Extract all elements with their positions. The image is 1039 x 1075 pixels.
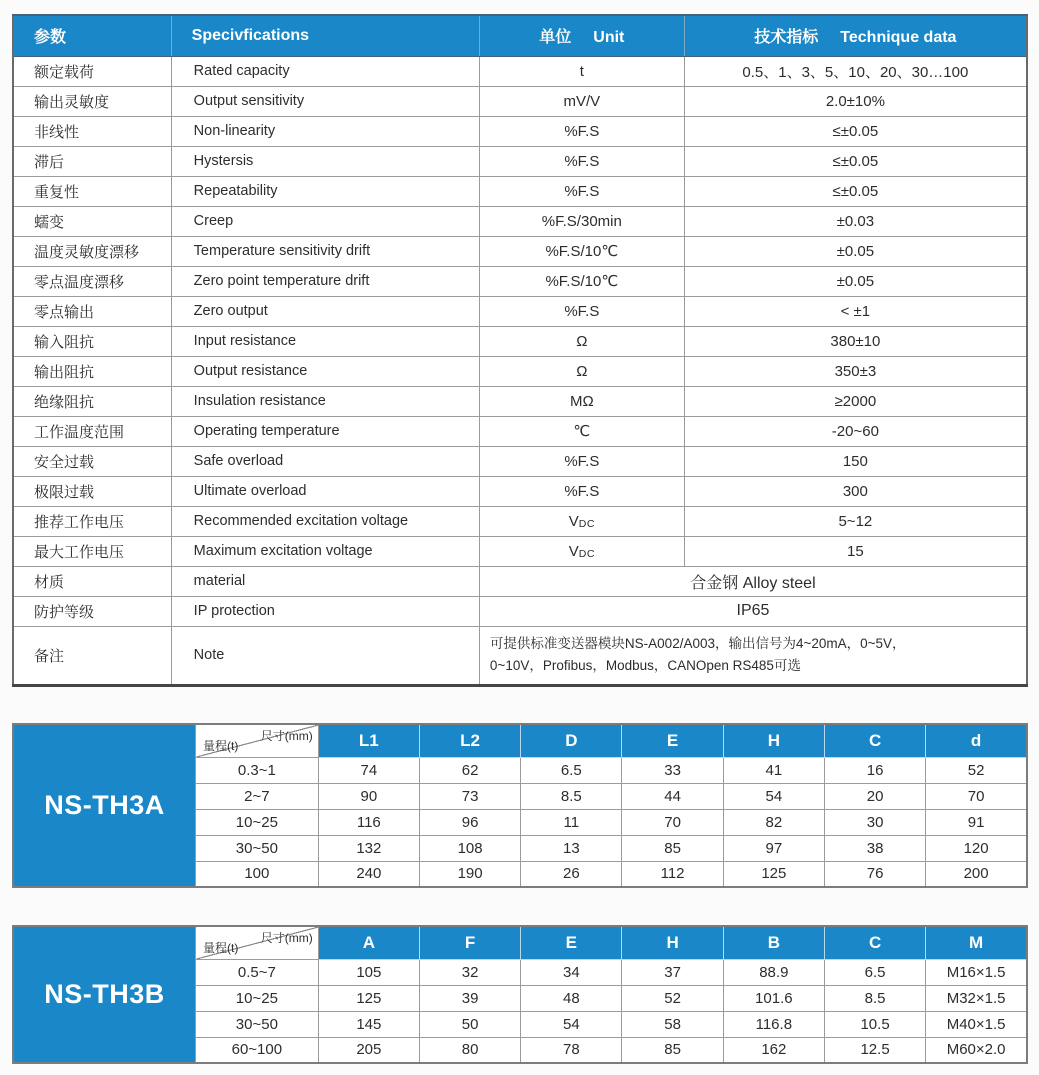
spec-row (13, 626, 1027, 685)
dim-cell-value: 76 (824, 861, 925, 887)
dim-cell-range: 10~25 (196, 809, 319, 835)
spec-row (13, 206, 1027, 236)
dim-cell-value: 96 (419, 809, 520, 835)
dim-cell-value: 108 (419, 835, 520, 861)
dim-column-header-l1: L1 (318, 724, 419, 757)
spec-cell-param: 输入阻抗 (13, 326, 171, 356)
spec-cell-unit: MΩ (479, 386, 684, 416)
spec-cell-param: 非线性 (13, 116, 171, 146)
spec-row (13, 116, 1027, 146)
dim-cell-value: 10.5 (824, 1011, 925, 1037)
spec-cell-param: 零点输出 (13, 296, 171, 326)
spec-header-technique-data (684, 15, 1027, 56)
dim-column-header-m: M (926, 926, 1027, 959)
spec-header-tech-zh: 技术指标 (754, 29, 819, 47)
spec-cell-spec: Safe overload (171, 446, 479, 476)
dim-cell-value: 97 (723, 835, 824, 861)
spec-cell-spec: Repeatability (171, 176, 479, 206)
spec-cell-unit: Ω (479, 326, 684, 356)
spec-cell-spec: Operating temperature (171, 416, 479, 446)
spec-header-param: 参数 (13, 15, 171, 56)
dim-model-label-ns-th3a: NS-TH3A (13, 724, 196, 887)
dim-cell-value: 70 (926, 783, 1027, 809)
dim-cell-value: 112 (622, 861, 723, 887)
dim-cell-value: 38 (824, 835, 925, 861)
dim-cell-value: M60×2.0 (926, 1037, 1027, 1063)
dim-cell-range: 60~100 (196, 1037, 319, 1063)
spec-cell-param: 推荐工作电压 (13, 506, 171, 536)
dim-corner-label-size: 尺寸(mm) (260, 931, 313, 945)
dim-cell-value: 58 (622, 1011, 723, 1037)
dim-cell-value: 39 (419, 985, 520, 1011)
spec-row (13, 326, 1027, 356)
dim-cell-range: 0.3~1 (196, 757, 319, 783)
spec-cell-value: 350±3 (684, 356, 1027, 386)
spec-row (13, 446, 1027, 476)
spec-cell-spec: Zero output (171, 296, 479, 326)
dim-cell-value: 8.5 (824, 985, 925, 1011)
spec-cell-value: 380±10 (684, 326, 1027, 356)
dim-cell-value: 91 (926, 809, 1027, 835)
spec-cell-value: 150 (684, 446, 1027, 476)
dim-cell-range: 30~50 (196, 835, 319, 861)
spec-cell-value: 5~12 (684, 506, 1027, 536)
dim-cell-value: 85 (622, 835, 723, 861)
dim-cell-value: 13 (521, 835, 622, 861)
spec-cell-param: 绝缘阻抗 (13, 386, 171, 416)
dim-cell-value: 54 (723, 783, 824, 809)
spec-row (13, 86, 1027, 116)
spec-cell-note (479, 626, 1027, 685)
dim-cell-range: 0.5~7 (196, 959, 319, 985)
dim-column-header-l2: L2 (419, 724, 520, 757)
spec-cell-unit: %F.S/10℃ (479, 236, 684, 266)
spec-row (13, 536, 1027, 566)
dim-cell-value: 205 (318, 1037, 419, 1063)
dim-cell-value: 125 (723, 861, 824, 887)
spec-table-body (13, 56, 1027, 685)
spec-cell-value: 2.0±10% (684, 86, 1027, 116)
spec-cell-param: 安全过载 (13, 446, 171, 476)
spec-row (13, 566, 1027, 596)
unit-subscript: DC (578, 517, 595, 530)
dim-cell-value: M16×1.5 (926, 959, 1027, 985)
spec-cell-spec: Insulation resistance (171, 386, 479, 416)
spec-cell-value: ≥2000 (684, 386, 1027, 416)
spec-cell-unit: %F.S (479, 296, 684, 326)
spec-row (13, 176, 1027, 206)
spec-cell-param: 工作温度范围 (13, 416, 171, 446)
dim-cell-value: 48 (521, 985, 622, 1011)
dim-cell-value: 26 (521, 861, 622, 887)
spec-cell-param: 温度灵敏度漂移 (13, 236, 171, 266)
dim-cell-value: 105 (318, 959, 419, 985)
spec-cell-value: ±0.05 (684, 266, 1027, 296)
spec-cell-unit: ℃ (479, 416, 684, 446)
dim-cell-value: 80 (419, 1037, 520, 1063)
spec-cell-unit: %F.S (479, 446, 684, 476)
dim-cell-value: 16 (824, 757, 925, 783)
spec-header-unit-zh: 单位 (539, 29, 572, 47)
spec-cell-param: 最大工作电压 (13, 536, 171, 566)
dim-cell-range: 10~25 (196, 985, 319, 1011)
dim-cell-value: 70 (622, 809, 723, 835)
spec-cell-merged-value: 合金钢 Alloy steel (479, 566, 1027, 596)
dim-column-header-c: C (824, 926, 925, 959)
spec-header-unit-en: Unit (593, 29, 625, 47)
dim-cell-value: 52 (926, 757, 1027, 783)
spec-cell-spec: Output sensitivity (171, 86, 479, 116)
dim-cell-value: 200 (926, 861, 1027, 887)
dim-cell-value: 34 (521, 959, 622, 985)
spec-header-specifications: Specivfications (171, 15, 479, 56)
dim-table-host (12, 723, 1028, 888)
spec-row (13, 296, 1027, 326)
dim-diagonal-header-cell (196, 724, 319, 757)
spec-cell-unit: %F.S (479, 146, 684, 176)
spec-cell-value: ±0.05 (684, 236, 1027, 266)
dim-cell-value: 6.5 (824, 959, 925, 985)
dim-cell-value: 145 (318, 1011, 419, 1037)
spec-cell-value: ≤±0.05 (684, 176, 1027, 206)
dim-column-header-e: E (622, 724, 723, 757)
spec-cell-spec: Zero point temperature drift (171, 266, 479, 296)
spec-cell-spec: Recommended excitation voltage (171, 506, 479, 536)
dim-cell-value: 132 (318, 835, 419, 861)
spec-cell-param: 极限过载 (13, 476, 171, 506)
dim-cell-value: 62 (419, 757, 520, 783)
spec-cell-unit: %F.S/30min (479, 206, 684, 236)
spec-cell-value: ≤±0.05 (684, 146, 1027, 176)
dim-cell-range: 30~50 (196, 1011, 319, 1037)
spec-row (13, 56, 1027, 86)
dim-cell-value: 240 (318, 861, 419, 887)
spec-cell-spec: Hystersis (171, 146, 479, 176)
spec-row (13, 266, 1027, 296)
dim-diagonal-header-cell (196, 926, 319, 959)
dim-cell-range: 100 (196, 861, 319, 887)
spec-cell-param: 蠕变 (13, 206, 171, 236)
dim-cell-value: 101.6 (723, 985, 824, 1011)
dim-table-host (12, 925, 1028, 1064)
spec-cell-param: 重复性 (13, 176, 171, 206)
dim-cell-value: 33 (622, 757, 723, 783)
spec-row (13, 506, 1027, 536)
spec-cell-unit: VDC (479, 536, 684, 566)
dim-cell-value: 20 (824, 783, 925, 809)
spec-cell-spec: Note (171, 626, 479, 685)
dim-cell-value: 125 (318, 985, 419, 1011)
dim-corner-label-range: 量程(t) (203, 940, 239, 955)
spec-cell-spec: Ultimate overload (171, 476, 479, 506)
spec-cell-value: 300 (684, 476, 1027, 506)
dim-cell-value: 11 (521, 809, 622, 835)
dim-cell-value: 54 (521, 1011, 622, 1037)
dim-cell-value: 41 (723, 757, 824, 783)
dim-cell-value: 90 (318, 783, 419, 809)
spec-cell-unit: mV/V (479, 86, 684, 116)
dim-cell-value: 12.5 (824, 1037, 925, 1063)
spec-cell-spec: Input resistance (171, 326, 479, 356)
dim-column-header-c: C (824, 724, 925, 757)
spec-cell-param: 防护等级 (13, 596, 171, 626)
spec-cell-spec: Rated capacity (171, 56, 479, 86)
dim-cell-value: 73 (419, 783, 520, 809)
spec-cell-value: < ±1 (684, 296, 1027, 326)
spec-cell-unit: %F.S/10℃ (479, 266, 684, 296)
spec-cell-value: 0.5、1、3、5、10、20、30…100 (684, 56, 1027, 86)
spec-row (13, 416, 1027, 446)
spec-cell-value: -20~60 (684, 416, 1027, 446)
dim-cell-value: 50 (419, 1011, 520, 1037)
dim-corner-label-size: 尺寸(mm) (260, 729, 313, 743)
dim-cell-value: 190 (419, 861, 520, 887)
spec-row (13, 356, 1027, 386)
dim-cell-value: 52 (622, 985, 723, 1011)
spec-row (13, 596, 1027, 626)
spec-row (13, 476, 1027, 506)
spec-cell-unit: %F.S (479, 176, 684, 206)
spec-cell-unit: %F.S (479, 476, 684, 506)
spec-cell-spec: IP protection (171, 596, 479, 626)
spec-cell-unit: %F.S (479, 116, 684, 146)
spec-cell-unit: t (479, 56, 684, 86)
spec-cell-value: ≤±0.05 (684, 116, 1027, 146)
dim-cell-value: 44 (622, 783, 723, 809)
dim-table-ns-th3a (12, 723, 1028, 888)
dim-column-header-a: A (318, 926, 419, 959)
spec-cell-spec: Non-linearity (171, 116, 479, 146)
dim-cell-value: 116.8 (723, 1011, 824, 1037)
dim-cell-value: 32 (419, 959, 520, 985)
dim-cell-value: M40×1.5 (926, 1011, 1027, 1037)
dim-column-header-d: d (926, 724, 1027, 757)
dim-column-header-h: H (723, 724, 824, 757)
dim-column-header-d: D (521, 724, 622, 757)
spec-cell-spec: Temperature sensitivity drift (171, 236, 479, 266)
spec-cell-unit: VDC (479, 506, 684, 536)
dim-column-header-b: B (723, 926, 824, 959)
dim-cell-value: 8.5 (521, 783, 622, 809)
spec-row (13, 236, 1027, 266)
dim-cell-value: 37 (622, 959, 723, 985)
dim-column-header-h: H (622, 926, 723, 959)
dim-model-label-ns-th3b: NS-TH3B (13, 926, 196, 1063)
dim-cell-value: 78 (521, 1037, 622, 1063)
dim-cell-value: 88.9 (723, 959, 824, 985)
dim-cell-value: 82 (723, 809, 824, 835)
dim-corner-label-range: 量程(t) (203, 738, 239, 753)
dim-cell-value: 85 (622, 1037, 723, 1063)
spec-cell-spec: Output resistance (171, 356, 479, 386)
spec-cell-param: 滞后 (13, 146, 171, 176)
unit-subscript: DC (578, 547, 595, 560)
spec-cell-param: 备注 (13, 626, 171, 685)
spec-cell-spec: Creep (171, 206, 479, 236)
spec-header-unit (479, 15, 684, 56)
spec-header-row (13, 15, 1027, 56)
dim-cell-range: 2~7 (196, 783, 319, 809)
spec-cell-param: 材质 (13, 566, 171, 596)
dim-column-header-e: E (521, 926, 622, 959)
spec-cell-param: 零点温度漂移 (13, 266, 171, 296)
spec-row (13, 146, 1027, 176)
spec-table (12, 14, 1028, 687)
note-line: 0~10V，Profibus，Modbus，CANOpen RS485可选 (489, 658, 801, 673)
dim-cell-value: 74 (318, 757, 419, 783)
spec-cell-spec: material (171, 566, 479, 596)
spec-cell-unit: Ω (479, 356, 684, 386)
dim-cell-value: 162 (723, 1037, 824, 1063)
spec-cell-param: 额定载荷 (13, 56, 171, 86)
dim-cell-value: 6.5 (521, 757, 622, 783)
spec-cell-value: ±0.03 (684, 206, 1027, 236)
spec-cell-param: 输出阻抗 (13, 356, 171, 386)
dim-cell-value: 116 (318, 809, 419, 835)
dim-column-header-f: F (419, 926, 520, 959)
spec-cell-spec: Maximum excitation voltage (171, 536, 479, 566)
spec-row (13, 386, 1027, 416)
spec-cell-param: 输出灵敏度 (13, 86, 171, 116)
spec-cell-value: 15 (684, 536, 1027, 566)
dim-header-row (13, 926, 1027, 959)
dim-cell-value: 120 (926, 835, 1027, 861)
spec-header-tech-en: Technique data (840, 29, 957, 47)
dim-cell-value: 30 (824, 809, 925, 835)
dim-header-row (13, 724, 1027, 757)
spec-cell-merged-value: IP65 (479, 596, 1027, 626)
dim-cell-value: M32×1.5 (926, 985, 1027, 1011)
note-line: 可提供标准变送器模块NS-A002/A003，输出信号为4~20mA，0~5V， (489, 635, 906, 651)
dim-table-ns-th3b (12, 925, 1028, 1064)
